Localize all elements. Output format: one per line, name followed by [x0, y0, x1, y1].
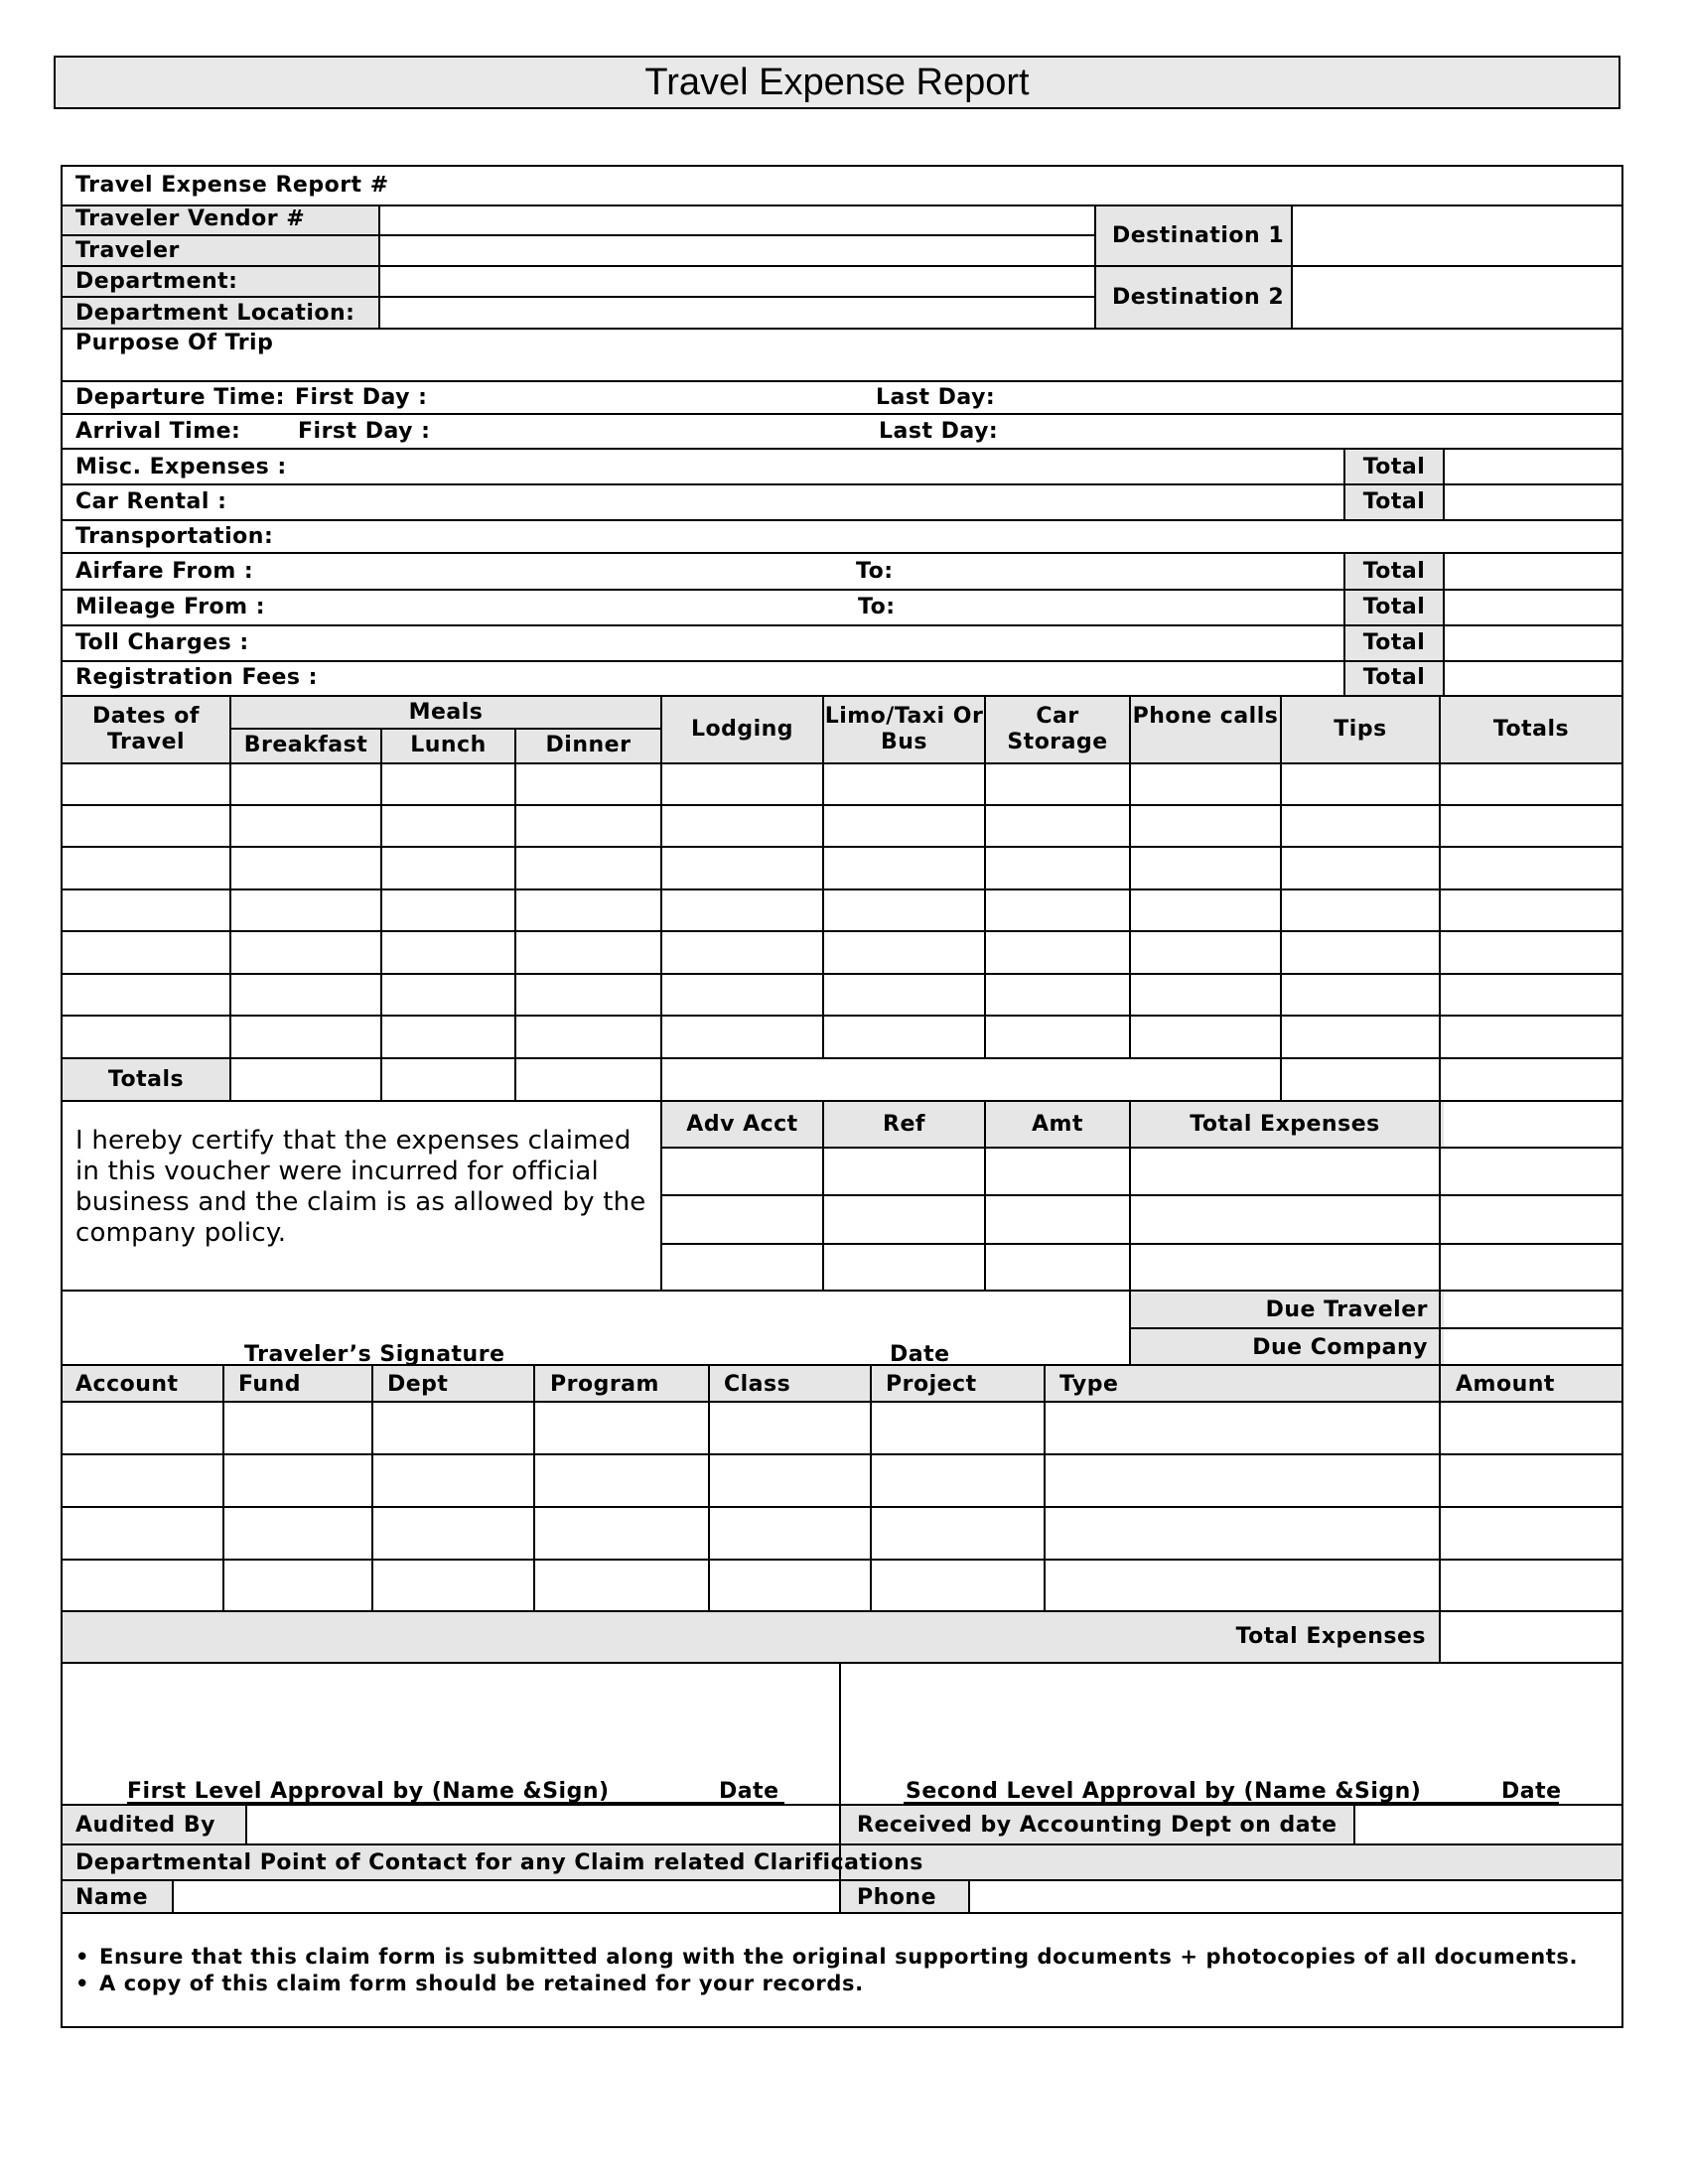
car-storage-header: Car Storage	[1007, 704, 1108, 754]
second-level-approval-label: Second Level Approval by (Name &Sign)	[906, 1779, 1422, 1804]
account-header: Account	[75, 1372, 179, 1397]
destination2-label: Destination 2	[1112, 285, 1285, 310]
departure-time-label: Departure Time:	[75, 385, 285, 410]
airfare-total-field[interactable]	[1446, 555, 1620, 588]
project-header: Project	[886, 1372, 977, 1397]
lodging-header: Lodging	[690, 717, 794, 742]
first-level-date-label: Date	[719, 1779, 779, 1804]
car-rental-total-label: Total	[1362, 489, 1426, 514]
note-item: • Ensure that this claim form is submitted along with the original supporting documents + photocopies of all documents.	[75, 1944, 1578, 1971]
transportation-label: Transportation:	[75, 524, 274, 549]
traveler-field[interactable]	[381, 237, 1093, 265]
traveler-signature-label: Traveler’s Signature	[244, 1342, 505, 1367]
registration-total-field[interactable]	[1446, 663, 1620, 694]
mileage-total-field[interactable]	[1446, 592, 1620, 623]
traveler-date-label: Date	[890, 1342, 950, 1367]
car-rental-label: Car Rental :	[75, 489, 227, 514]
toll-total-field[interactable]	[1446, 627, 1620, 659]
amount-header: Amount	[1456, 1372, 1555, 1397]
airfare-to-label: To:	[856, 559, 894, 584]
lunch-header: Lunch	[410, 733, 487, 757]
arrival-time-label: Arrival Time:	[75, 419, 241, 444]
notes-list	[75, 1944, 1578, 1997]
contact-name-label: Name	[75, 1885, 149, 1910]
destination2-field[interactable]	[1294, 268, 1620, 328]
traveler-label: Traveler	[75, 238, 180, 263]
arrival-last-day-label: Last Day:	[879, 419, 999, 444]
destination1-label: Destination 1	[1112, 223, 1285, 248]
program-header: Program	[550, 1372, 659, 1397]
type-header: Type	[1059, 1372, 1119, 1397]
due-company-label: Due Company	[1252, 1335, 1428, 1360]
traveler-signature-field[interactable]	[64, 1293, 1128, 1344]
first-level-approval-label: First Level Approval by (Name &Sign)	[127, 1779, 610, 1804]
airfare-from-label: Airfare From :	[75, 559, 254, 584]
meals-header: Meals	[408, 700, 484, 725]
mileage-to-label: To:	[858, 595, 896, 619]
audited-by-field[interactable]	[248, 1807, 838, 1843]
received-by-label: Received by Accounting Dept on date	[857, 1813, 1337, 1838]
car-rental-total-field[interactable]	[1446, 486, 1620, 518]
daily-totals-row-label: Totals	[107, 1067, 185, 1092]
department-field[interactable]	[381, 268, 1093, 296]
vendor-field[interactable]	[381, 207, 1093, 234]
misc-expenses-label: Misc. Expenses :	[75, 455, 287, 479]
vendor-label: Traveler Vendor #	[75, 206, 306, 231]
ref-header: Ref	[883, 1112, 925, 1137]
advance-total-expenses-header: Total Expenses	[1190, 1112, 1380, 1137]
certification-text: I hereby certify that the expenses claimed in this voucher were incurred for official business and the claim is as allowed by the company policy.	[75, 1126, 646, 1248]
amt-header: Amt	[1032, 1112, 1083, 1137]
dept-header: Dept	[387, 1372, 449, 1397]
registration-total-label: Total	[1362, 665, 1426, 690]
mileage-total-label: Total	[1362, 595, 1426, 619]
report-number-label: Travel Expense Report #	[75, 173, 389, 198]
accounting-total-expenses-label: Total Expenses	[1235, 1624, 1426, 1649]
airfare-total-label: Total	[1362, 559, 1426, 584]
due-company-field[interactable]	[1442, 1330, 1620, 1363]
page-title: Travel Expense Report	[54, 56, 1620, 109]
departure-first-day-label: First Day :	[295, 385, 428, 410]
accounting-total-expenses-field[interactable]	[1442, 1613, 1620, 1661]
contact-phone-label: Phone	[857, 1885, 936, 1910]
due-traveler-label: Due Traveler	[1265, 1297, 1428, 1322]
purpose-label: Purpose Of Trip	[75, 331, 274, 355]
contact-name-field[interactable]	[175, 1882, 838, 1911]
class-header: Class	[724, 1372, 791, 1397]
arrival-first-day-label: First Day :	[298, 419, 431, 444]
misc-total-label: Total	[1362, 455, 1426, 479]
adv-acct-header: Adv Acct	[686, 1112, 798, 1137]
dinner-header: Dinner	[545, 733, 632, 757]
received-date-field[interactable]	[1356, 1807, 1620, 1843]
departure-last-day-label: Last Day:	[876, 385, 996, 410]
totals-header: Totals	[1492, 717, 1570, 742]
dates-of-travel-header: Dates of Travel	[92, 704, 200, 754]
toll-charges-label: Toll Charges :	[75, 630, 249, 655]
phone-calls-header: Phone calls	[1132, 704, 1279, 729]
limo-header: Limo/Taxi Or Bus	[824, 704, 984, 754]
dept-location-field[interactable]	[381, 299, 1093, 328]
report-number-field[interactable]	[447, 169, 1609, 203]
contact-heading: Departmental Point of Contact for any Claim related Clarifications	[75, 1850, 923, 1875]
second-level-date-label: Date	[1501, 1779, 1562, 1804]
breakfast-header: Breakfast	[243, 733, 368, 757]
dept-location-label: Department Location:	[75, 301, 355, 326]
destination1-field[interactable]	[1294, 207, 1620, 265]
toll-total-label: Total	[1362, 630, 1426, 655]
purpose-field[interactable]	[288, 331, 1618, 380]
fund-header: Fund	[238, 1372, 302, 1397]
department-label: Department:	[75, 269, 238, 294]
due-traveler-field[interactable]	[1442, 1293, 1620, 1326]
contact-phone-field[interactable]	[971, 1882, 1620, 1911]
tips-header: Tips	[1334, 717, 1387, 742]
audited-by-label: Audited By	[75, 1813, 215, 1838]
mileage-from-label: Mileage From :	[75, 595, 266, 619]
registration-fees-label: Registration Fees :	[75, 665, 318, 690]
note-item: • A copy of this claim form should be retained for your records.	[75, 1971, 1578, 1997]
misc-total-field[interactable]	[1446, 451, 1620, 482]
